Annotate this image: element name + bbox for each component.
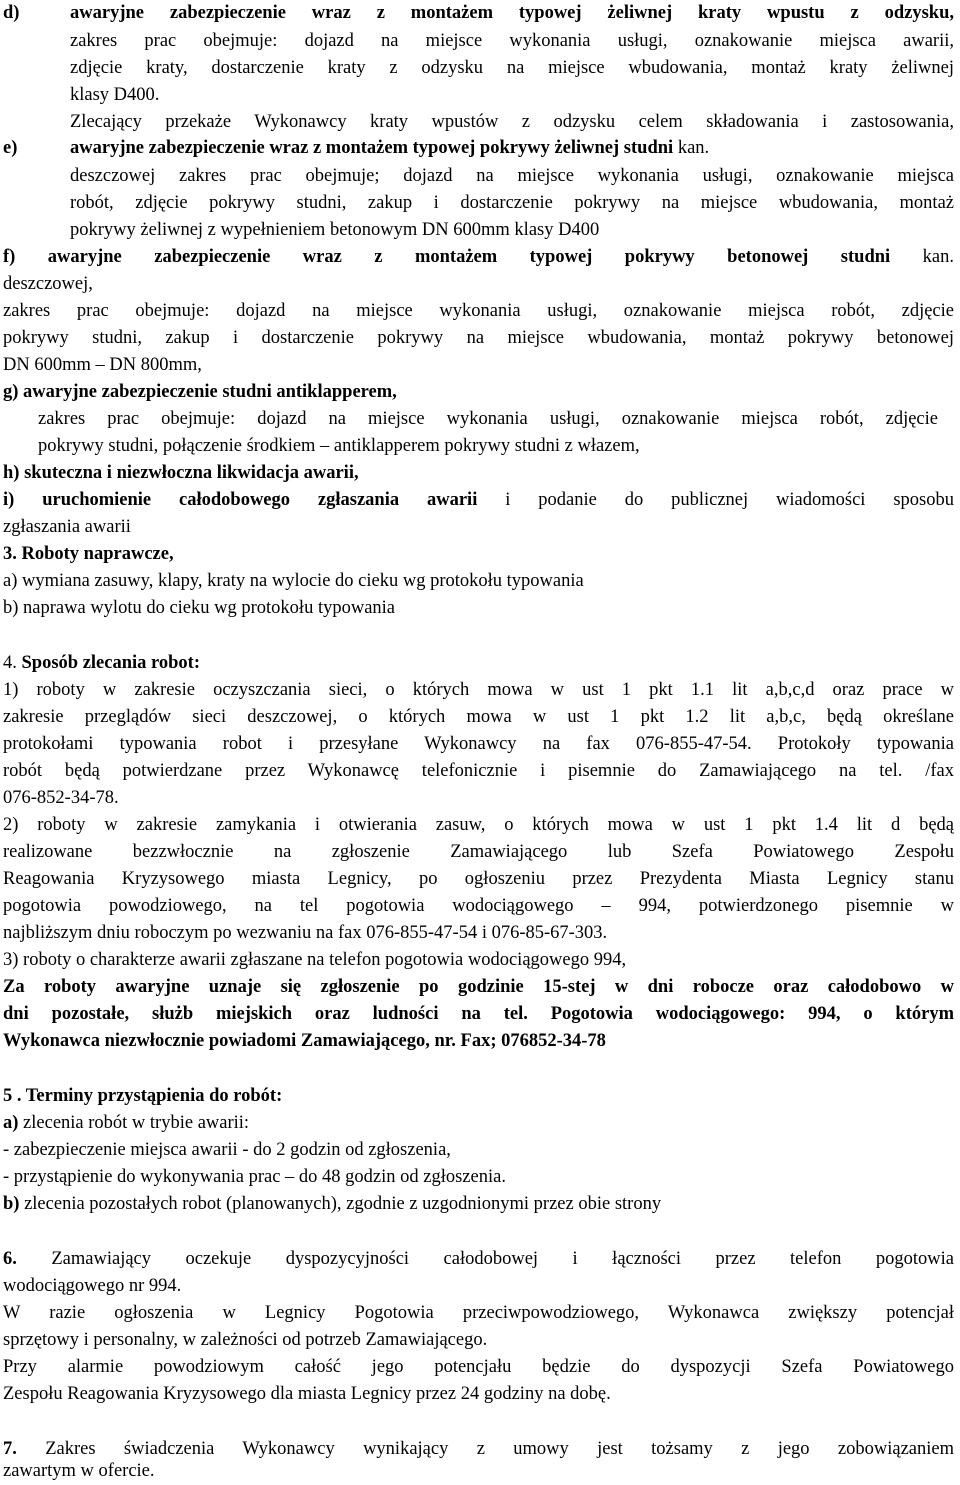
section-6-line3: W razie ogłoszenia w Legnicy Pogotowia przeciwpowodziowego, Wykonawca zwiększy potencjał: [3, 1303, 954, 1323]
section-3-heading: 3. Roboty naprawcze,: [3, 544, 174, 564]
section-4-p2-line1: 2) roboty w zakresie zamykania i otwierania zasuw, o których mowa w ust 1 pkt 1.4 lit d będą: [3, 815, 954, 835]
item-d-text-3: klasy D400.: [70, 85, 160, 105]
section-6-line5: Przy alarmie powodziowym całość jego potencjału będzie do dyspozycji Szefa Powiatowego: [3, 1357, 954, 1377]
section-4-p2-line5: najbliższym dniu roboczym po wezwaniu na fax 076-855-47-54 i 076-85-67-303.: [3, 923, 608, 943]
section-5-item-a-2: - przystąpienie do wykonywania prac – do 48 godzin od zgłoszenia.: [3, 1167, 506, 1187]
section-4-emphasis-line2: dni pozostałe, służb miejskich oraz ludności na tel. Pogotowia wodociągowego: 994, o którym: [3, 1004, 954, 1024]
item-label-e: e): [3, 138, 18, 158]
section-5-heading: 5 . Terminy przystąpienia do robót:: [3, 1086, 283, 1106]
section-4-p1-line4: robót będą potwierdzane przez Wykonawcę telefonicznie i pisemnie do Zamawiającego na tel. /fax: [3, 761, 954, 781]
section-4-p2-line3: Reagowania Kryzysowego miasta Legnicy, po ogłoszeniu przez Prezydenta Miasta Legnicy stanu: [3, 869, 954, 889]
item-g-text-1: zakres prac obejmuje: dojazd na miejsce wykonania usługi, oznakowanie miejsca robót, zdjęcie: [38, 409, 938, 429]
item-e-text-1: deszczowej zakres prac obejmuje; dojazd na miejsce wykonania usługi, oznakowanie miejsca: [70, 166, 954, 186]
item-e-text-2: robót, zdjęcie pokrywy studni, zakup i dostarczenie pokrywy na miejsce wbudowania, montaż: [70, 193, 954, 213]
section-5-item-a: a) zlecenia robót w trybie awarii:: [3, 1113, 250, 1133]
item-label-d: d): [3, 3, 20, 23]
section-5-item-a-1: - zabezpieczenie miejsca awarii - do 2 godzin od zgłoszenia,: [3, 1140, 451, 1160]
item-d-text-4: Zlecający przekaże Wykonawcy kraty wpustów z odzysku celem składowania i zastosowania,: [70, 112, 954, 132]
section-4-p3-line1: 3) roboty o charakterze awarii zgłaszane na telefon pogotowia wodociągowego 994,: [3, 950, 627, 970]
item-f-text-2: zakres prac obejmuje: dojazd na miejsce wykonania usługi, oznakowanie miejsca robót, zdjęcie: [3, 301, 954, 321]
section-4-p1-line3: protokołami typowania robot i przesyłane Wykonawcy na fax 076-855-47-54. Protokoły typowania: [3, 734, 954, 754]
section-7-line2: zawartym w ofercie.: [3, 1461, 155, 1481]
section-4-p1-line5: 076-852-34-78.: [3, 788, 119, 808]
item-f-text-3: pokrywy studni, zakup i dostarczenie pokrywy na miejsce wbudowania, montaż pokrywy betonowej: [3, 328, 954, 348]
section-3-item-a: a) wymiana zasuwy, klapy, kraty na wylocie do cieku wg protokołu typowania: [3, 571, 584, 591]
section-4-p2-line4: pogotowia powodziowego, na tel pogotowia wodociągowego – 994, potwierdzonego pisemnie w: [3, 896, 954, 916]
item-f-text-4: DN 600mm – DN 800mm,: [3, 355, 202, 375]
item-d-text-2: zdjęcie kraty, dostarczenie kraty z odzysku na miejsce wbudowania, montaż kraty żeliwnej: [70, 58, 954, 78]
section-4-emphasis-line1: Za roboty awaryjne uznaje się zgłoszenie po godzinie 15-stej w dni robocze oraz całodobowo w: [3, 977, 954, 997]
section-7-line1: 7. Zakres świadczenia Wykonawcy wynikający z umowy jest tożsamy z jego zobowiązaniem: [3, 1439, 954, 1459]
section-6-line4: sprzętowy i personalny, w zależności od potrzeb Zamawiającego.: [3, 1330, 488, 1350]
item-e-text-3: pokrywy żeliwnej z wypełnieniem betonowym DN 600mm klasy D400: [70, 220, 600, 240]
item-h-heading: h) skuteczna i niezwłoczna likwidacja awarii,: [3, 463, 359, 483]
item-e-heading: awaryjne zabezpieczenie wraz z montażem typowej pokrywy żeliwnej studni kan.: [70, 138, 710, 158]
item-i-heading: i) uruchomienie całodobowego zgłaszania awarii i podanie do publicznej wiadomości sposobu: [3, 490, 954, 510]
item-d-heading: awaryjne zabezpieczenie wraz z montażem typowej żeliwnej kraty wpustu z odzysku,: [70, 3, 954, 23]
section-6-line6: Zespołu Reagowania Kryzysowego dla miasta Legnicy przez 24 godziny na dobę.: [3, 1384, 611, 1404]
section-4-p2-line2: realizowane bezzwłocznie na zgłoszenie Zamawiającego lub Szefa Powiatowego Zespołu: [3, 842, 954, 862]
item-g-text-2: pokrywy studni, połączenie środkiem – antiklapperem pokrywy studni z włazem,: [38, 436, 640, 456]
item-d-text-1: zakres prac obejmuje: dojazd na miejsce wykonania usługi, oznakowanie miejsca awarii,: [70, 31, 954, 51]
item-i-text: zgłaszania awarii: [3, 517, 131, 537]
section-3-item-b: b) naprawa wylotu do cieku wg protokołu typowania: [3, 598, 396, 618]
section-4-emphasis-line3: Wykonawca niezwłocznie powiadomi Zamawiającego, nr. Fax; 076852-34-78: [3, 1031, 606, 1051]
section-6-line2: wodociągowego nr 994.: [3, 1276, 182, 1296]
section-4-heading: 4. Sposób zlecania robot:: [3, 653, 201, 673]
section-4-p1-line2: zakresie przeglądów sieci deszczowej, o których mowa w ust 1 pkt 1.2 lit a,b,c, będą określane: [3, 707, 954, 727]
section-4-p1-line1: 1) roboty w zakresie oczyszczania sieci, o których mowa w ust 1 pkt 1.1 lit a,b,c,d oraz prace w: [3, 680, 954, 700]
item-f-text-1: deszczowej,: [3, 274, 93, 294]
item-f-heading: f) awaryjne zabezpieczenie wraz z montażem typowej pokrywy betonowej studni kan.: [3, 247, 954, 267]
section-6-line1: 6. Zamawiający oczekuje dyspozycyjności całodobowej i łączności przez telefon pogotowia: [3, 1249, 954, 1269]
section-5-item-b: b) zlecenia pozostałych robot (planowanych), zgodnie z uzgodnionymi przez obie strony: [3, 1194, 662, 1214]
item-g-heading: g) awaryjne zabezpieczenie studni antiklapperem,: [3, 382, 397, 402]
